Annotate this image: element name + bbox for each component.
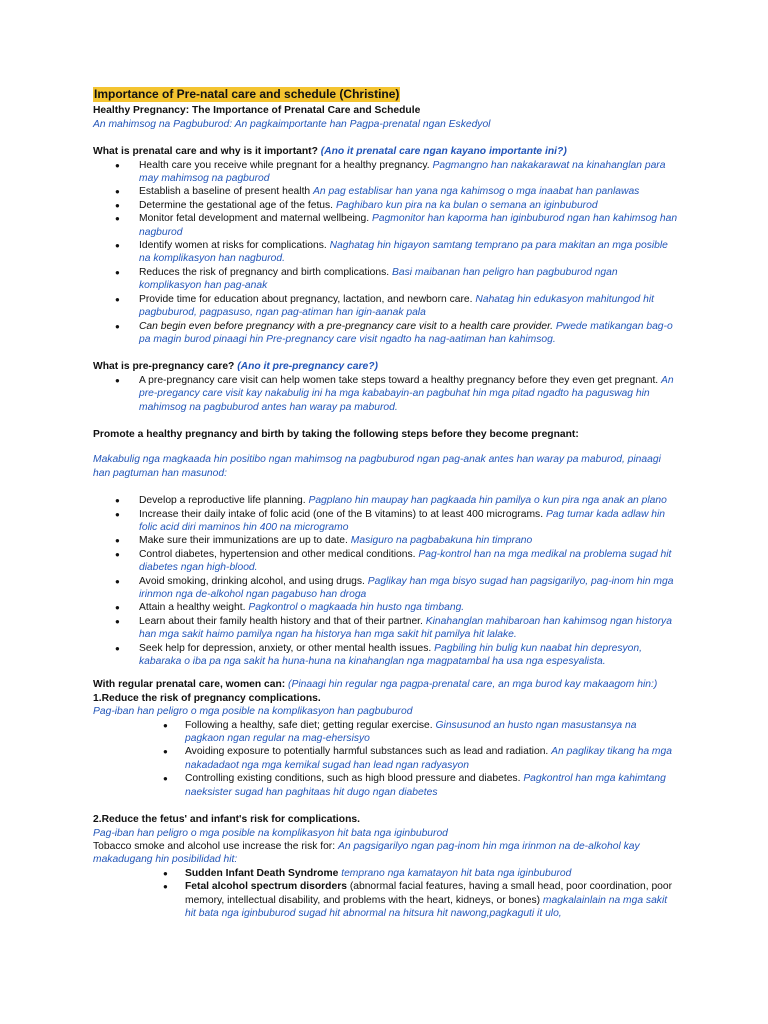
list-item: ● Identify women at risks for complications. Naghatag hin higayon samtang temprano pa para makitan an mga posible na komplikasyon han nagburod.	[93, 239, 678, 266]
fetus-risk-list	[93, 867, 678, 921]
reduce-risk-list	[93, 719, 678, 799]
subsection-reduce-pregnancy-risk: 1.Reduce the risk of pregnancy complications.	[93, 692, 321, 704]
list-item: ● Can begin even before pregnancy with a pre-pregnancy care visit to a health care provider. Pwede matikangan bag-o pa magin burod pinaagi hin Pre-pregnancy care visit ngadto ha nag-aatiman han kahimsog.	[93, 320, 678, 347]
subsection-reduce-pregnancy-risk-translation: Pag-iban han peligro o mga posible na komplikasyon han pagbuburod	[93, 706, 413, 718]
list-item: ● Develop a reproductive life planning. Pagplano hin maupay han pagkaada hin pamilya o kun pira nga anak an plano	[93, 494, 678, 507]
prenatal-care-list	[93, 159, 678, 347]
list-item: ● Avoiding exposure to potentially harmful substances such as lead and radiation. An paglikay tikang ha mga nakadadaot nga mga kemikal sugad han lead ngan radyasyon	[93, 745, 678, 772]
list-item: ● Reduces the risk of pregnancy and birth complications. Basi maibanan han peligro han pagbuburod ngan komplikasyon han pag-anak	[93, 266, 678, 293]
list-item: ● Following a healthy, safe diet; getting regular exercise. Ginsusunod an husto ngan masustansya na pagkaon ngan regular na mag-ehersisyo	[93, 719, 678, 746]
subtitle: Healthy Pregnancy: The Importance of Prenatal Care and Schedule	[93, 105, 421, 117]
list-item: ● Learn about their family health history and that of their partner. Kinahanglan mahibaroan han kahimsog ngan historya han mga sakit haimo pamilya ngan ha historya han mga sakit hit pamilya hit lalake.	[93, 615, 678, 642]
section-pre-pregnancy-question: What is pre-pregnancy care? (Ano it pre-pregnancy care?)	[93, 361, 378, 373]
list-item: ● Make sure their immunizations are up to date. Masiguro na pagbabakuna hin timprano	[93, 534, 678, 547]
promote-steps-list	[93, 494, 678, 668]
list-item: ● Sudden Infant Death Syndrome temprano nga kamatayon hit bata nga iginbuburod	[93, 867, 678, 880]
list-item: ● Provide time for education about pregnancy, lactation, and newborn care. Nahatag hin edukasyon mahitungod hit pagbuburod, pagpasuso, ngan pag-atiman han igin-aanak pala	[93, 293, 678, 320]
list-item: ● A pre-pregnancy care visit can help women take steps toward a healthy pregnancy before they even get pregnant. An pre-pregancy care visit kay nakabulig ini ha mga kababayin-an pagbuhat hin mga pitad ngadto ha paguswag hin mahimsog na pagbuburod antes han waray pa maburod.	[93, 374, 678, 414]
list-item: ● Control diabetes, hypertension and other medical conditions. Pag-kontrol han na mga medikal na problema sugad hit diabetes ngan high-blood.	[93, 548, 678, 575]
tobacco-intro: Tobacco smoke and alcohol use increase the risk for: An pagsigarilyo ngan pag-inom hin mga irinmon na de-alkohol kay makadugang hin posibilidad hit:	[93, 840, 640, 866]
pre-pregnancy-list	[93, 374, 678, 414]
list-item: ● Monitor fetal development and maternal wellbeing. Pagmonitor han kaporma han iginbuburod ngan han kahimsog han nagburod	[93, 212, 678, 239]
section-prenatal-care-question: What is prenatal care and why is it important? (Ano it prenatal care ngan kayano importante ini?)	[93, 146, 567, 158]
section-promote-translation: Makabulig nga magkaada hin positibo ngan mahimsog na pagbuburod ngan pag-anak antes han waray pa maburod, pinaagi han pagtuman han masunod:	[93, 454, 661, 479]
list-item: ● Increase their daily intake of folic acid (one of the B vitamins) to at least 400 micrograms. Pag tumar kada adlaw hin folic acid diri maminos hin 400 na microgramo	[93, 508, 678, 535]
list-item: ● Controlling existing conditions, such as high blood pressure and diabetes. Pagkontrol han mga kahimtang naeksister sugad han paghitaas hit dugo ngan diabetes	[93, 772, 678, 799]
list-item: ● Avoid smoking, drinking alcohol, and using drugs. Paglikay han mga bisyo sugad han pagsigarilyo, pag-inom hin mga irinmon nga de-alkohol ngan pagabuso han droga	[93, 575, 678, 602]
subtitle-translation: An mahimsog na Pagbuburod: An pagkaimportante han Pagpa-prenatal ngan Eskedyol	[93, 118, 491, 130]
list-item: ● Determine the gestational age of the fetus. Paghibaro kun pira na ka bulan o semana an iginbuburod	[93, 199, 678, 212]
list-item: ● Establish a baseline of present health An pag establisar han yana nga kahimsog o mga inaabat han panlawas	[93, 185, 678, 198]
subsection-reduce-fetus-risk-translation: Pag-iban han peligro o mga posible na komplikasyon hit bata nga iginbuburod	[93, 827, 448, 839]
subsection-reduce-fetus-risk: 2.Reduce the fetus' and infant's risk for complications.	[93, 814, 360, 826]
page-title: Importance of Pre-natal care and schedule (Christine)	[94, 87, 400, 101]
list-item: ● Health care you receive while pregnant for a healthy pregnancy. Pagmangno han nakakarawat na kinahanglan para may mahimsog na pagburod	[93, 159, 678, 186]
list-item: ● Attain a healthy weight. Pagkontrol o magkaada hin husto nga timbang.	[93, 601, 678, 614]
list-item: ● Fetal alcohol spectrum disorders (abnormal facial features, having a small head, poor coordination, poor memory, intellectual disability, and problems with the heart, kidneys, or bones) magkalainlain na mga sakit hit bata nga iginbuburod sugad hit abnormal na hitsura hit nawong,pagkaguti it ulo,	[93, 880, 678, 920]
list-item: ● Seek help for depression, anxiety, or other mental health issues. Pagbiling hin bulig kun naabat hin depresyon, kabaraka o iba pa nga sakit ha huna-huna na kinahanglan nga magpatambal ha usa nga espesyalista.	[93, 642, 678, 669]
section-promote-heading: Promote a healthy pregnancy and birth by taking the following steps before they become pregnant:	[93, 428, 579, 440]
document-page	[93, 87, 678, 920]
section-regular-care-heading: With regular prenatal care, women can: (Pinaagi hin regular nga pagpa-prenatal care, an mga burod kay makaagom hin:)	[93, 679, 658, 691]
